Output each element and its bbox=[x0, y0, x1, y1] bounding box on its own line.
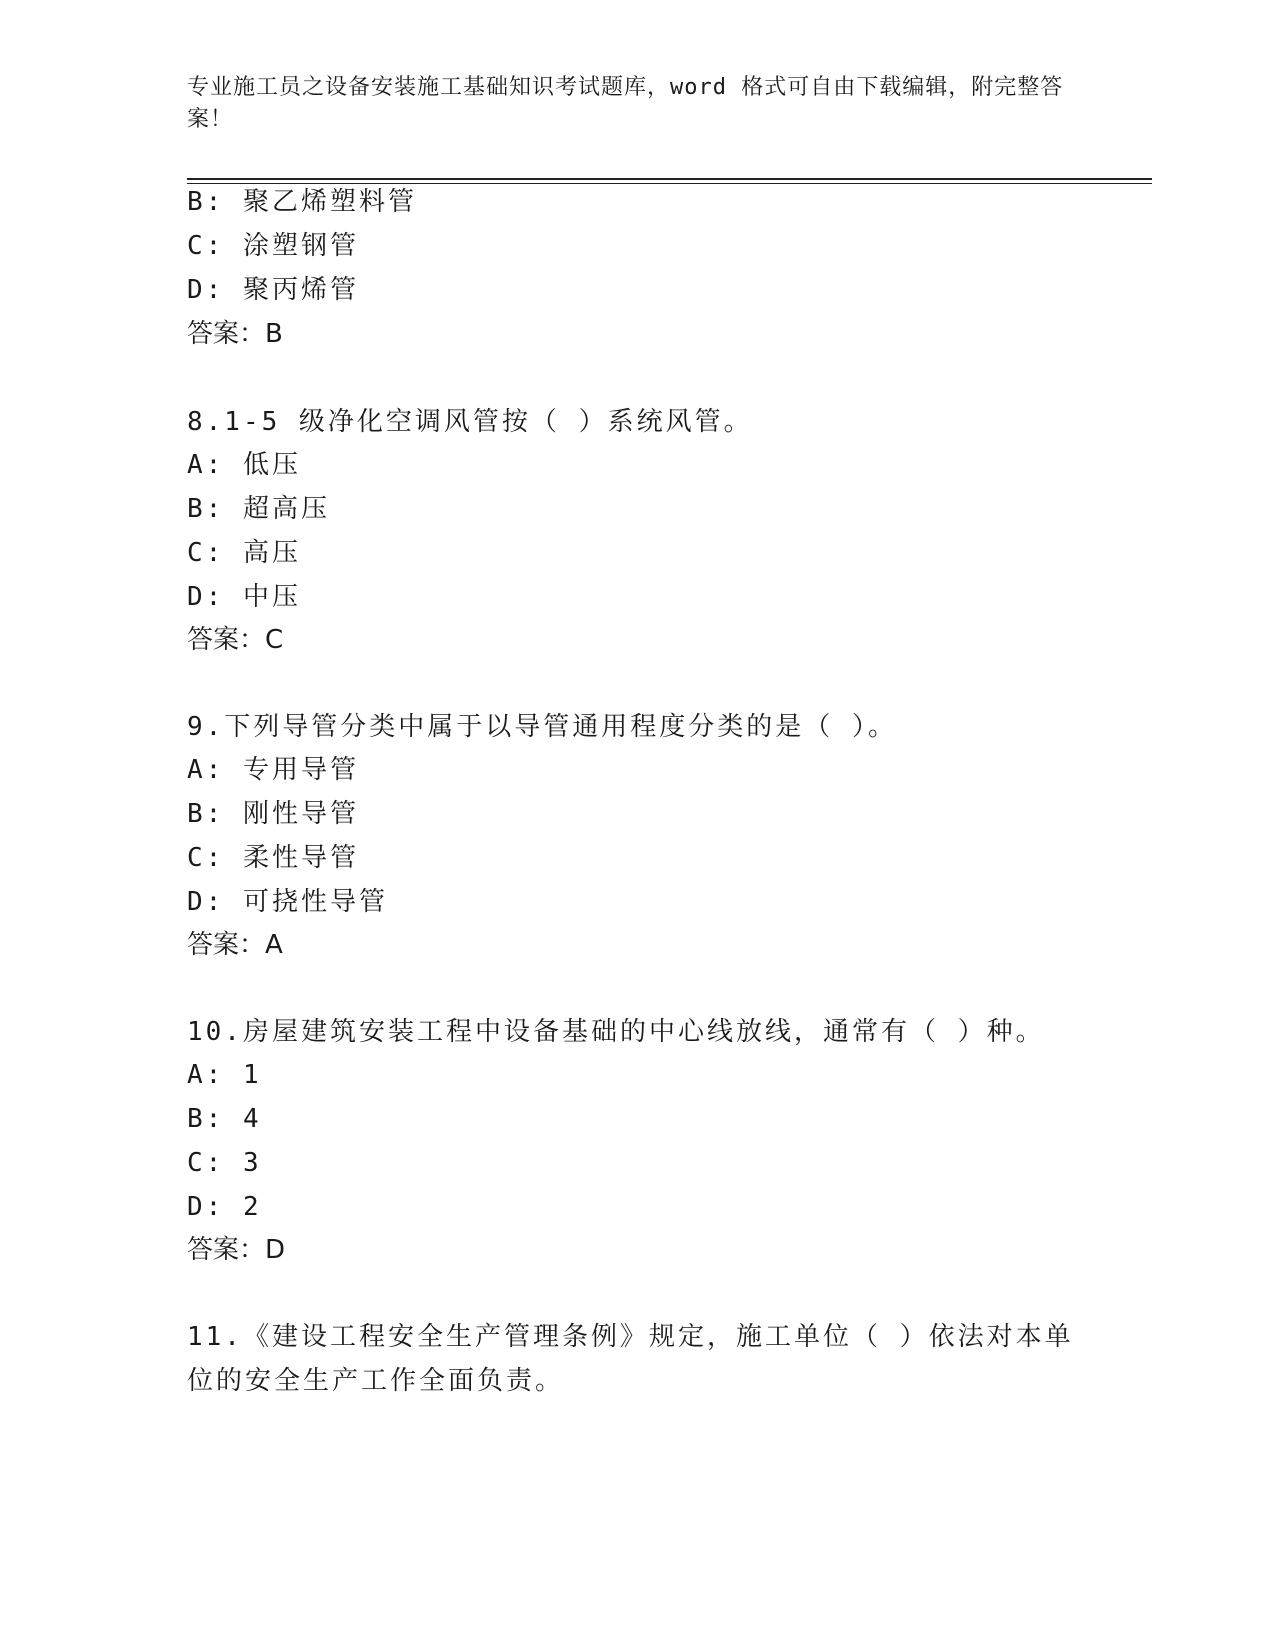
header-divider bbox=[187, 178, 1152, 180]
option-a: A: 1 bbox=[187, 1060, 262, 1090]
option-d: D: 可挠性导管 bbox=[187, 887, 388, 917]
option-d: D: 聚丙烯管 bbox=[187, 275, 359, 305]
document-header: 专业施工员之设备安装施工基础知识考试题库，word 格式可自由下载编辑，附完整答案！ bbox=[187, 75, 1064, 132]
option-a: A: 专用导管 bbox=[187, 755, 359, 785]
question-text: 10.房屋建筑安装工程中设备基础的中心线放线，通常有（ ）种。 bbox=[187, 1017, 1045, 1047]
option-b: B: 聚乙烯塑料管 bbox=[187, 187, 417, 217]
option-c: C: 3 bbox=[187, 1148, 262, 1178]
option-b: B: 刚性导管 bbox=[187, 799, 359, 829]
question-text: 9.下列导管分类中属于以导管通用程度分类的是（ ）。 bbox=[187, 712, 897, 742]
option-c: C: 柔性导管 bbox=[187, 843, 359, 873]
option-c: C: 涂塑钢管 bbox=[187, 231, 359, 261]
option-a: A: 低压 bbox=[187, 450, 301, 480]
question-text: 8.1-5 级净化空调风管按（ ）系统风管。 bbox=[187, 407, 753, 437]
question-text: 11.《建设工程安全生产管理条例》规定，施工单位（ ）依法对本单 bbox=[187, 1322, 1074, 1352]
option-c: C: 高压 bbox=[187, 538, 301, 568]
header-divider-thin bbox=[187, 183, 1152, 184]
option-d: D: 2 bbox=[187, 1192, 262, 1222]
answer: 答案：A bbox=[187, 930, 283, 960]
option-b: B: 4 bbox=[187, 1104, 262, 1134]
answer: 答案：B bbox=[187, 319, 283, 349]
answer: 答案：D bbox=[187, 1235, 286, 1265]
option-d: D: 中压 bbox=[187, 582, 301, 612]
question-text-continued: 位的安全生产工作全面负责。 bbox=[187, 1366, 565, 1396]
answer: 答案：C bbox=[187, 625, 284, 655]
option-b: B: 超高压 bbox=[187, 494, 330, 524]
